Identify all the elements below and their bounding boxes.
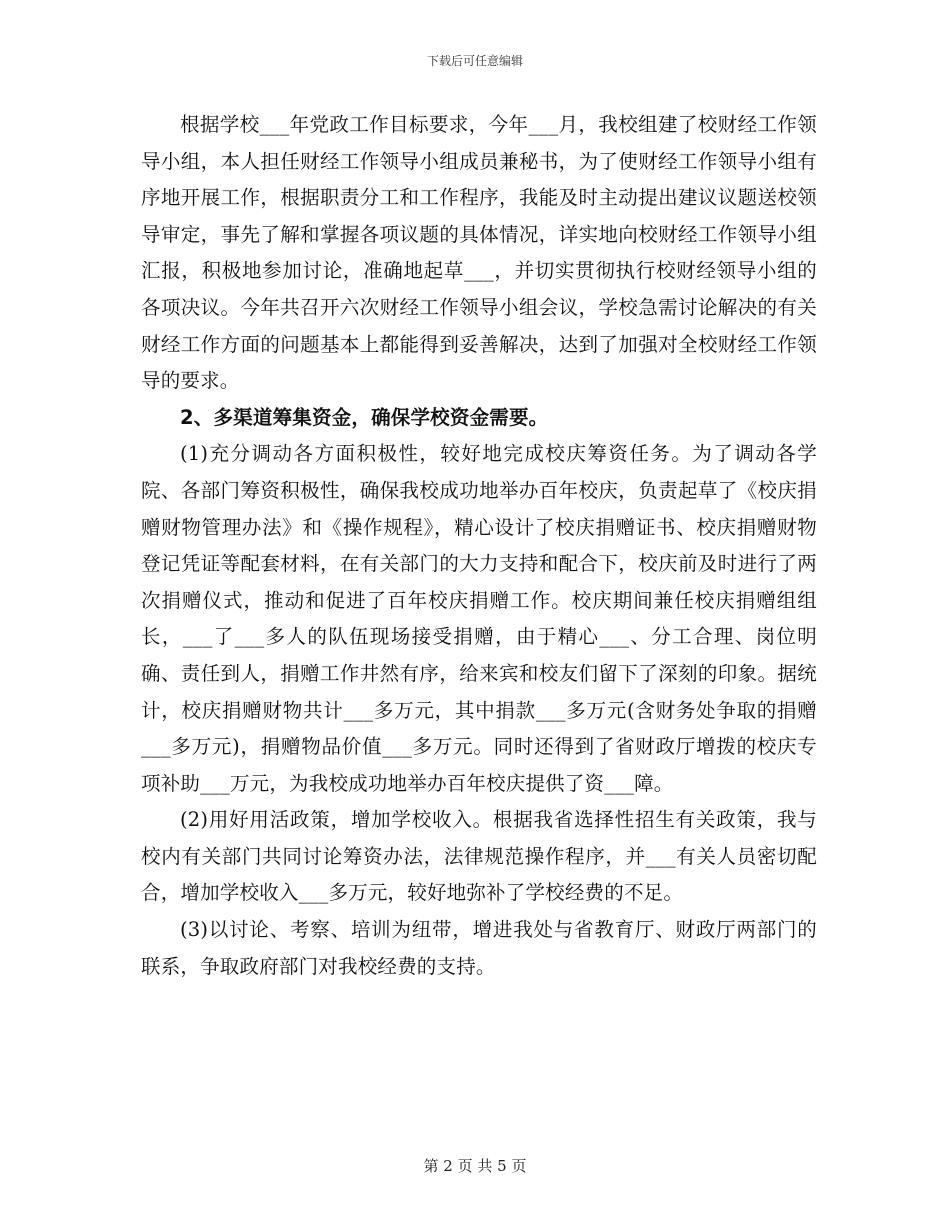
- paragraph-anniversary-fundraising: (1)充分调动各方面积极性，较好地完成校庆筹资任务。为了调动各学院、各部门筹资积极性，确保我校成功地举办百年校庆，负责起草了《校庆捐赠财物管理办法》和《操作规程》，精心设计了校庆捐赠证书、校庆捐赠财物登记凭证等配套材料，在有关部门的大力支持和配合下，校庆前及时进行了两次捐赠仪式，推动和促进了百年校庆捐赠工作。校庆期间兼任校庆捐赠组组长，___了___多人的队伍现场接受捐赠，由于精心___、分工合理、岗位明确、责任到人，捐赠工作井然有序，给来宾和校友们留下了深刻的印象。据统计，校庆捐赠财物共计___多万元，其中捐款___多万元(含财务处争取的捐赠___多万元)，捐赠物品价值___多万元。同时还得到了省财政厅增拨的校庆专项补助___万元，为我校成功地举办百年校庆提供了资___障。: [141, 442, 817, 795]
- section-heading-fundraising: 2、多渠道筹集资金，确保学校资金需要。: [180, 405, 549, 429]
- document-body: [141, 107, 817, 985]
- page-footer: 第 2 页 共 5 页: [423, 1157, 527, 1175]
- paragraph-government-liaison: (3)以讨论、考察、培训为纽带，增进我处与省教育厅、财政厅两部门的联系，争取政府部门对我校经费的支持。: [141, 918, 817, 978]
- paragraph-leadership-group: 根据学校___年党政工作目标要求，今年___月，我校组建了校财经工作领导小组，本人担任财经工作领导小组成员兼秘书，为了使财经工作领导小组有序地开展工作，根据职责分工和工作程序，我能及时主动提出建议议题送校领导审定，事先了解和掌握各项议题的具体情况，详实地向校财经工作领导小组汇报，积极地参加讨论，准确地起草___，并切实贯彻执行校财经领导小组的各项决议。今年共召开六次财经工作领导小组会议，学校急需讨论解决的有关财经工作方面的问题基本上都能得到妥善解决，达到了加强对全校财经工作领导的要求。: [141, 113, 817, 393]
- page-header: 下载后可任意编辑: [426, 54, 523, 68]
- paragraph-policy-income: (2)用好用活政策，增加学校收入。根据我省选择性招生有关政策，我与校内有关部门共同讨论筹资办法，法律规范操作程序，并___有关人员密切配合，增加学校收入___多万元，较好地弥补了学校经费的不足。: [141, 808, 817, 905]
